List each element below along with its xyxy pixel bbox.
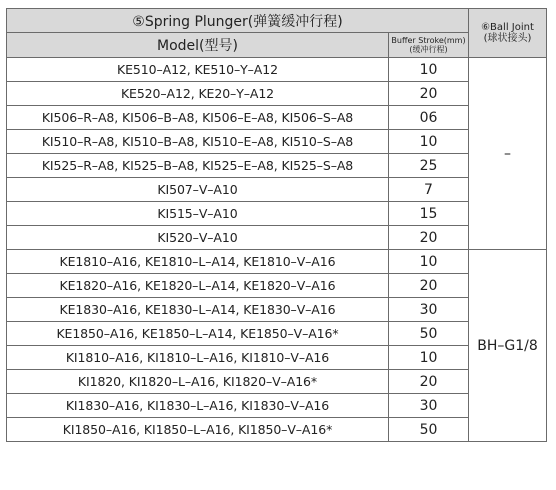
model-cell: KI510–R–A8, KI510–B–A8, KI510–E–A8, KI510–S–A8 <box>7 130 389 154</box>
table-row <box>7 130 547 154</box>
model-cell: KI1830–A16, KI1830–L–A16, KI1830–V–A16 <box>7 394 389 418</box>
table-row <box>7 394 547 418</box>
model-cell: KE1830–A16, KE1830–L–A14, KE1830–V–A16 <box>7 298 389 322</box>
stroke-cell: 25 <box>389 154 469 178</box>
stroke-cell: 50 <box>389 322 469 346</box>
table-row <box>7 178 547 202</box>
stroke-cell: 30 <box>389 394 469 418</box>
stroke-cell: 20 <box>389 82 469 106</box>
header-row-columns <box>7 33 547 58</box>
model-cell: KE1820–A16, KE1820–L–A14, KE1820–V–A16 <box>7 274 389 298</box>
stroke-cell: 20 <box>389 274 469 298</box>
ball-joint-header <box>469 9 547 58</box>
ball-joint-header-line2: (球状接头) <box>483 33 532 44</box>
stroke-header-line1: Buffer Stroke(mm) <box>391 36 466 45</box>
table-row <box>7 58 547 82</box>
model-cell: KI1810–A16, KI1810–L–A16, KI1810–V–A16 <box>7 346 389 370</box>
stroke-header-line2: (缓冲行程) <box>409 45 448 54</box>
table-row <box>7 250 547 274</box>
stroke-cell: 15 <box>389 202 469 226</box>
model-cell: KE1850–A16, KE1850–L–A14, KE1850–V–A16* <box>7 322 389 346</box>
model-column-header: Model(型号) <box>7 33 389 58</box>
table-row <box>7 274 547 298</box>
table-row <box>7 322 547 346</box>
model-cell: KI507–V–A10 <box>7 178 389 202</box>
stroke-cell: 10 <box>389 58 469 82</box>
table-row <box>7 106 547 130</box>
stroke-cell: 06 <box>389 106 469 130</box>
ball-joint-cell-group1: – <box>469 58 547 250</box>
model-cell: KE520–A12, KE20–Y–A12 <box>7 82 389 106</box>
table-row <box>7 202 547 226</box>
table-row <box>7 346 547 370</box>
model-cell: KI1850–A16, KI1850–L–A16, KI1850–V–A16* <box>7 418 389 442</box>
stroke-cell: 7 <box>389 178 469 202</box>
stroke-column-header <box>389 33 469 58</box>
stroke-cell: 10 <box>389 346 469 370</box>
stroke-cell: 20 <box>389 226 469 250</box>
spring-plunger-table <box>6 8 547 442</box>
model-cell: KI515–V–A10 <box>7 202 389 226</box>
table-row <box>7 226 547 250</box>
model-cell: KE1810–A16, KE1810–L–A14, KE1810–V–A16 <box>7 250 389 274</box>
ball-joint-cell-group2: BH–G1/8 <box>469 250 547 442</box>
stroke-cell: 50 <box>389 418 469 442</box>
ball-joint-header-line1: ⑥Ball Joint <box>481 22 534 33</box>
model-cell: KI1820, KI1820–L–A16, KI1820–V–A16* <box>7 370 389 394</box>
model-cell: KI506–R–A8, KI506–B–A8, KI506–E–A8, KI506–S–A8 <box>7 106 389 130</box>
header-row-top <box>7 9 547 33</box>
model-cell: KI520–V–A10 <box>7 226 389 250</box>
model-cell: KI525–R–A8, KI525–B–A8, KI525–E–A8, KI525–S–A8 <box>7 154 389 178</box>
stroke-cell: 10 <box>389 250 469 274</box>
table-row <box>7 298 547 322</box>
table-row <box>7 82 547 106</box>
stroke-cell: 20 <box>389 370 469 394</box>
stroke-cell: 10 <box>389 130 469 154</box>
table-title: ⑤Spring Plunger(弹簧缓冲行程) <box>7 9 469 33</box>
table-row <box>7 154 547 178</box>
table-row <box>7 418 547 442</box>
table-row <box>7 370 547 394</box>
model-cell: KE510–A12, KE510–Y–A12 <box>7 58 389 82</box>
stroke-cell: 30 <box>389 298 469 322</box>
